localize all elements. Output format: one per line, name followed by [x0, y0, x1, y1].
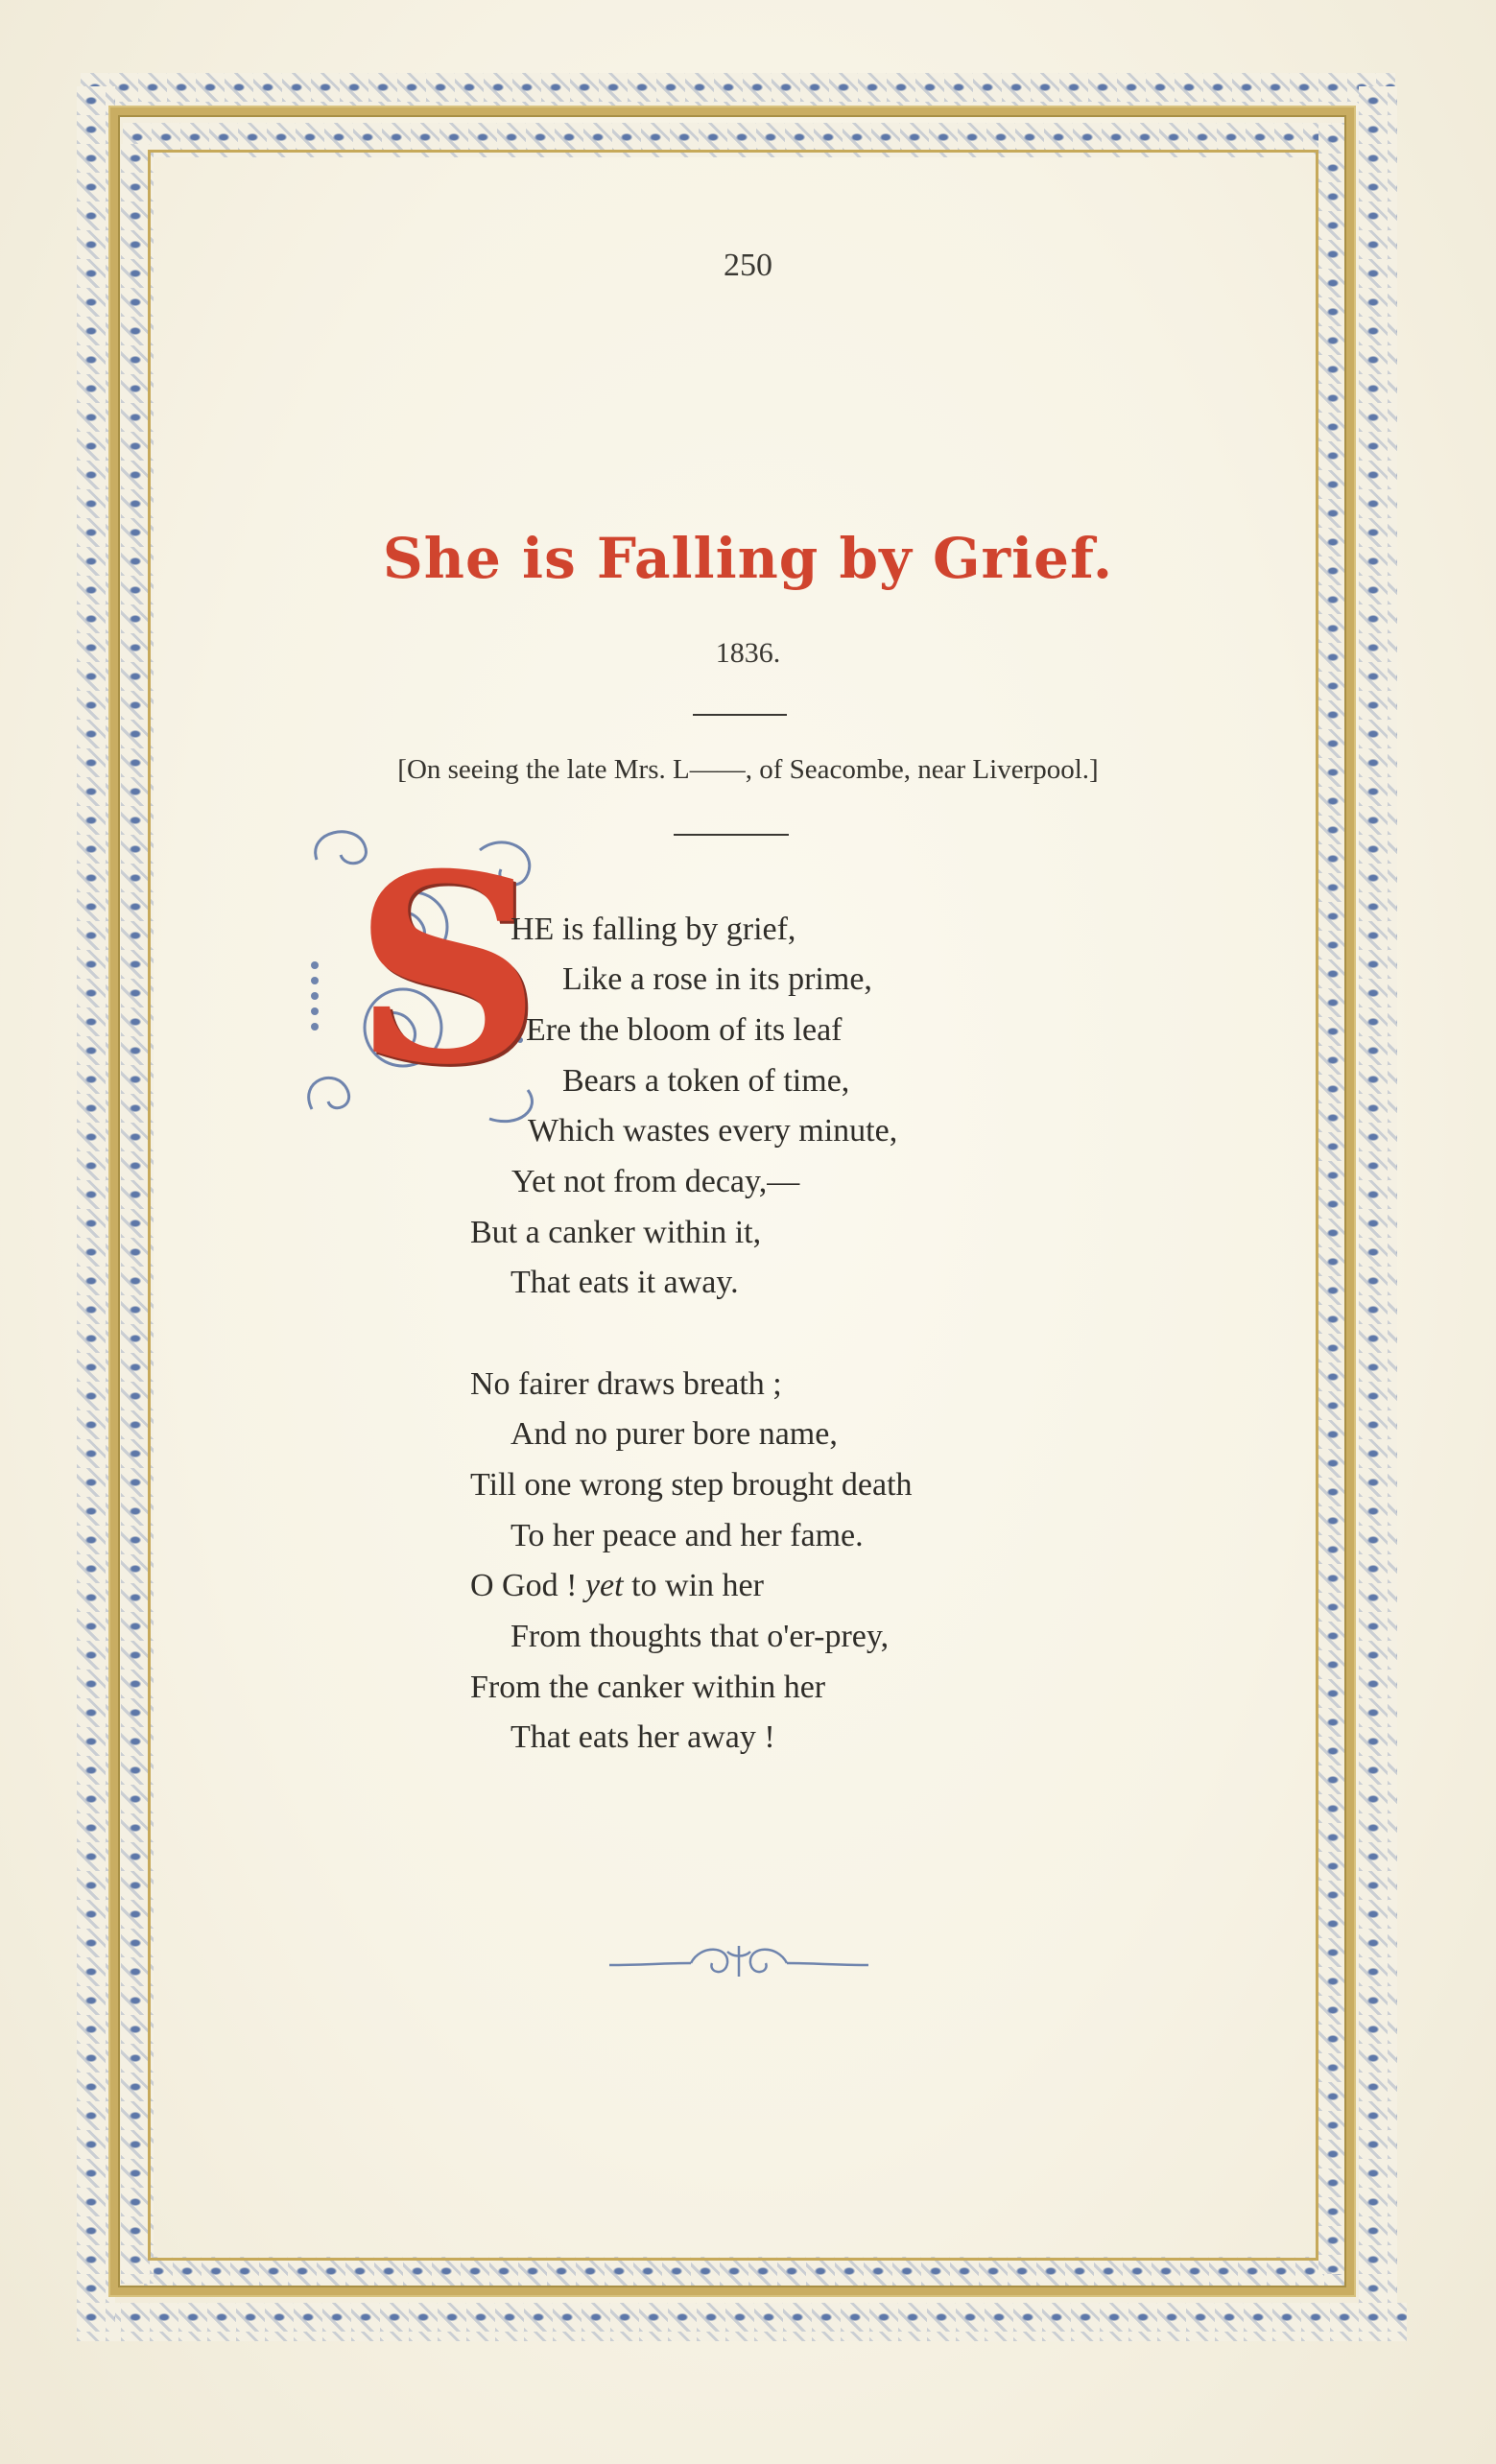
poem-line: No fairer draws breath ;: [470, 1366, 782, 1402]
poem-text: to win her: [631, 1568, 764, 1603]
border-ornament-bottom: [92, 2303, 1407, 2341]
poem-line: That eats it away.: [511, 1265, 739, 1300]
poem-text-italic: yet: [584, 1568, 624, 1603]
dedication: [On seeing the late Mrs. L——, of Seacombe, near Liverpool.]: [397, 754, 1099, 785]
poem-line: That eats her away !: [511, 1719, 775, 1755]
poem-line: Yet not from decay,—: [511, 1164, 800, 1199]
poem-line: And no purer bore name,: [511, 1416, 838, 1452]
page-number: 250: [724, 248, 772, 283]
poem-line: But a canker within it,: [470, 1215, 762, 1250]
border-ornament-left: [77, 86, 115, 2341]
poem-year: 1836.: [715, 637, 781, 669]
poem-line: From the canker within her: [470, 1670, 826, 1705]
poem-line: Like a rose in its prime,: [562, 961, 872, 997]
divider-rule: [693, 714, 787, 716]
poem-text: O God !: [470, 1568, 578, 1603]
poem-line: [470, 1568, 764, 1604]
poem-line: To her peace and her fame.: [511, 1518, 864, 1553]
dropcap-letter: S: [353, 817, 541, 1122]
poem-line: Till one wrong step brought death: [470, 1467, 913, 1503]
poem-line: HE is falling by grief,: [511, 912, 796, 947]
poem-line: Ere the bloom of its leaf: [526, 1012, 843, 1048]
illuminated-dropcap: [297, 817, 576, 1138]
border-ornament-right: [1359, 86, 1397, 2341]
poem-line: Which wastes every minute,: [528, 1113, 898, 1149]
poem-line: Bears a token of time,: [562, 1063, 850, 1099]
border-ornament-top: [81, 73, 1395, 111]
poem-line: From thoughts that o'er-prey,: [511, 1619, 890, 1654]
poem-title: She is Falling by Grief.: [382, 526, 1114, 591]
tailpiece-ornament-icon: [605, 1934, 873, 1992]
divider-rule: [674, 834, 789, 836]
